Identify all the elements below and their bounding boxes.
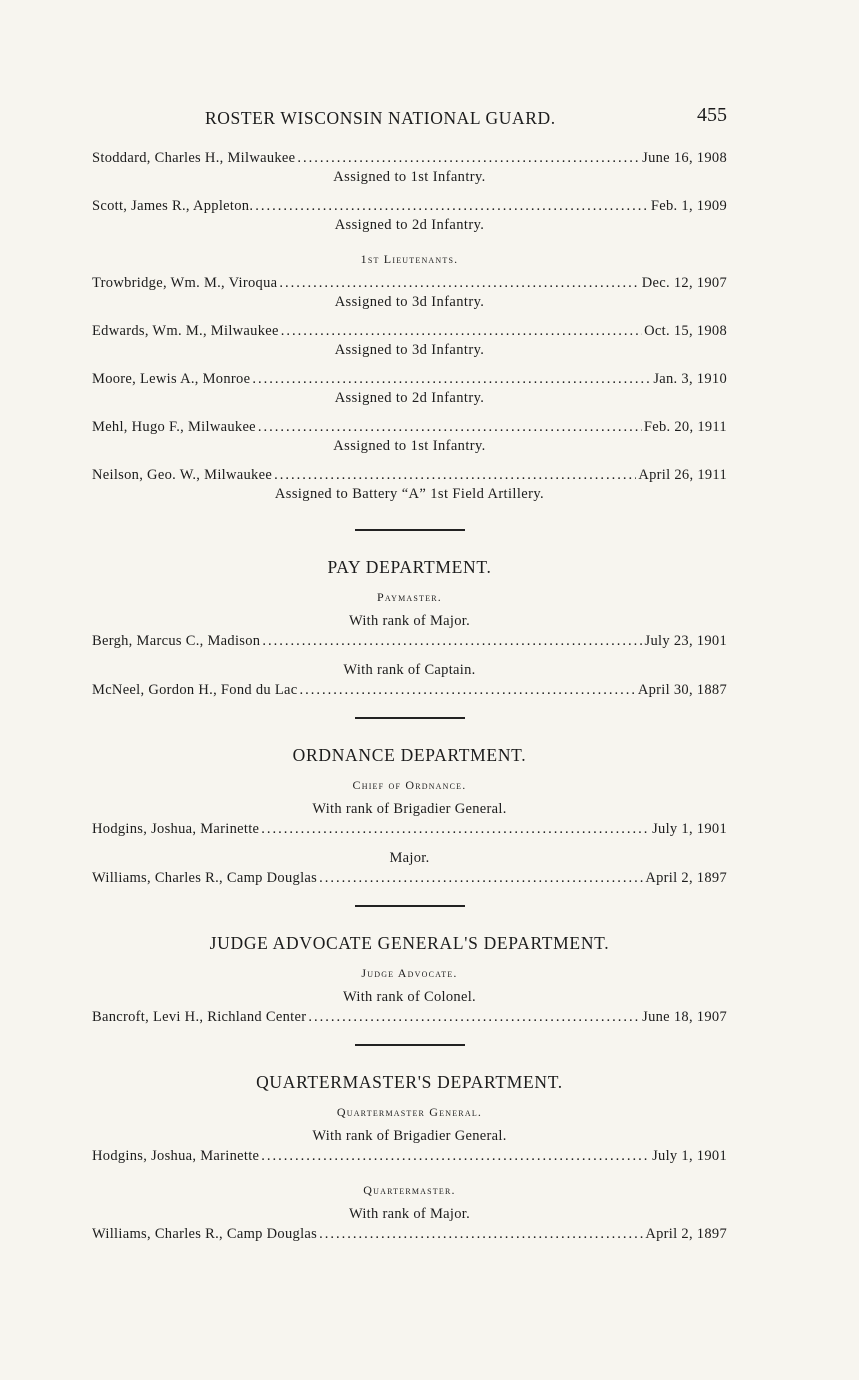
entry-name: Bancroft, Levi H., Richland Center xyxy=(92,1009,307,1025)
entry-date: June 16, 1908 xyxy=(642,150,727,166)
entry-row xyxy=(92,1009,727,1026)
entry-name: Hodgins, Joshua, Marinette xyxy=(92,1148,260,1164)
entry-name: Moore, Lewis A., Monroe xyxy=(92,371,251,387)
section-subheading: Chief of Ordnance. xyxy=(352,778,467,792)
entry-row xyxy=(92,821,727,838)
roster-content xyxy=(92,150,727,1243)
entry-row xyxy=(92,467,727,484)
assignment-note: Assigned to 3d Infantry. xyxy=(334,342,485,358)
assignment-note: Assigned to 2d Infantry. xyxy=(334,217,485,233)
leader-dots xyxy=(279,275,639,292)
entry-name: Mehl, Hugo F., Milwaukee xyxy=(92,419,256,435)
entry-row xyxy=(92,275,727,292)
entry-row xyxy=(92,198,727,215)
section-subheading: Judge Advocate. xyxy=(361,966,458,980)
department-title: QUARTERMASTER'S DEPARTMENT. xyxy=(256,1072,563,1092)
leader-dots xyxy=(300,682,636,699)
entry-name: Hodgins, Joshua, Marinette xyxy=(92,821,260,837)
entry-name: Edwards, Wm. M., Milwaukee xyxy=(92,323,279,339)
leader-dots xyxy=(261,821,650,838)
leader-dots xyxy=(308,1009,640,1026)
entry-row xyxy=(92,870,727,887)
entry-name: Williams, Charles R., Camp Douglas xyxy=(92,870,318,886)
rank-label: With rank of Colonel. xyxy=(343,989,476,1005)
page-title: ROSTER WISCONSIN NATIONAL GUARD. xyxy=(205,108,556,128)
entry-date: Dec. 12, 1907 xyxy=(641,275,727,291)
entry-date: July 1, 1901 xyxy=(652,1148,727,1164)
assignment-note: Assigned to Battery “A” 1st Field Artillery. xyxy=(274,486,545,502)
leader-dots xyxy=(255,198,649,215)
entry-date: Feb. 1, 1909 xyxy=(650,198,727,214)
entry-row xyxy=(92,419,727,436)
entry-name: Trowbridge, Wm. M., Viroqua xyxy=(92,275,278,291)
department-title: PAY DEPARTMENT. xyxy=(327,557,492,577)
assignment-note: Assigned to 2d Infantry. xyxy=(334,390,485,406)
entry-row xyxy=(92,1226,727,1243)
entry-date: Oct. 15, 1908 xyxy=(644,323,727,339)
rank-label: With rank of Brigadier General. xyxy=(312,1128,507,1144)
entry-name: Williams, Charles R., Camp Douglas xyxy=(92,1226,318,1242)
entry-row xyxy=(92,682,727,699)
entry-name: Scott, James R., Appleton. xyxy=(92,198,254,214)
leader-dots xyxy=(258,419,642,436)
rank-label: With rank of Major. xyxy=(348,613,471,629)
assignment-note: Assigned to 1st Infantry. xyxy=(333,169,486,185)
rank-label: Major. xyxy=(389,850,430,866)
leader-dots xyxy=(274,467,636,484)
page-number: 455 xyxy=(697,104,727,126)
section-subheading: Paymaster. xyxy=(377,590,442,604)
leader-dots xyxy=(261,1148,650,1165)
assignment-note: Assigned to 1st Infantry. xyxy=(333,438,486,454)
entry-date: June 18, 1907 xyxy=(642,1009,727,1025)
entry-date: April 2, 1897 xyxy=(645,870,727,886)
entry-name: Stoddard, Charles H., Milwaukee xyxy=(92,150,296,166)
leader-dots xyxy=(262,633,642,650)
rank-label: With rank of Captain. xyxy=(343,662,476,678)
entry-date: April 26, 1911 xyxy=(638,467,727,483)
rank-label: With rank of Major. xyxy=(348,1206,471,1222)
section-subheading: Quartermaster General. xyxy=(336,1105,483,1119)
entry-date: April 30, 1887 xyxy=(637,682,727,698)
entry-date: Jan. 3, 1910 xyxy=(653,371,727,387)
entry-name: Bergh, Marcus C., Madison xyxy=(92,633,261,649)
leader-dots xyxy=(319,1226,643,1243)
leader-dots xyxy=(297,150,640,167)
section-subheading: Quartermaster. xyxy=(363,1183,456,1197)
department-title: ORDNANCE DEPARTMENT. xyxy=(292,745,527,765)
entry-date: July 1, 1901 xyxy=(652,821,727,837)
entry-name: Neilson, Geo. W., Milwaukee xyxy=(92,467,273,483)
section-subheading: 1st Lieutenants. xyxy=(360,252,459,266)
rank-label: With rank of Brigadier General. xyxy=(312,801,507,817)
entry-date: April 2, 1897 xyxy=(645,1226,727,1242)
leader-dots xyxy=(281,323,642,340)
entry-date: Feb. 20, 1911 xyxy=(643,419,727,435)
entry-name: McNeel, Gordon H., Fond du Lac xyxy=(92,682,298,698)
entry-row xyxy=(92,323,727,340)
entry-row xyxy=(92,371,727,388)
leader-dots xyxy=(319,870,643,887)
department-title: JUDGE ADVOCATE GENERAL'S DEPARTMENT. xyxy=(209,933,610,953)
entry-date: July 23, 1901 xyxy=(644,633,727,649)
entry-row xyxy=(92,633,727,650)
entry-row xyxy=(92,1148,727,1165)
entry-row xyxy=(92,150,727,167)
assignment-note: Assigned to 3d Infantry. xyxy=(334,294,485,310)
leader-dots xyxy=(252,371,651,388)
